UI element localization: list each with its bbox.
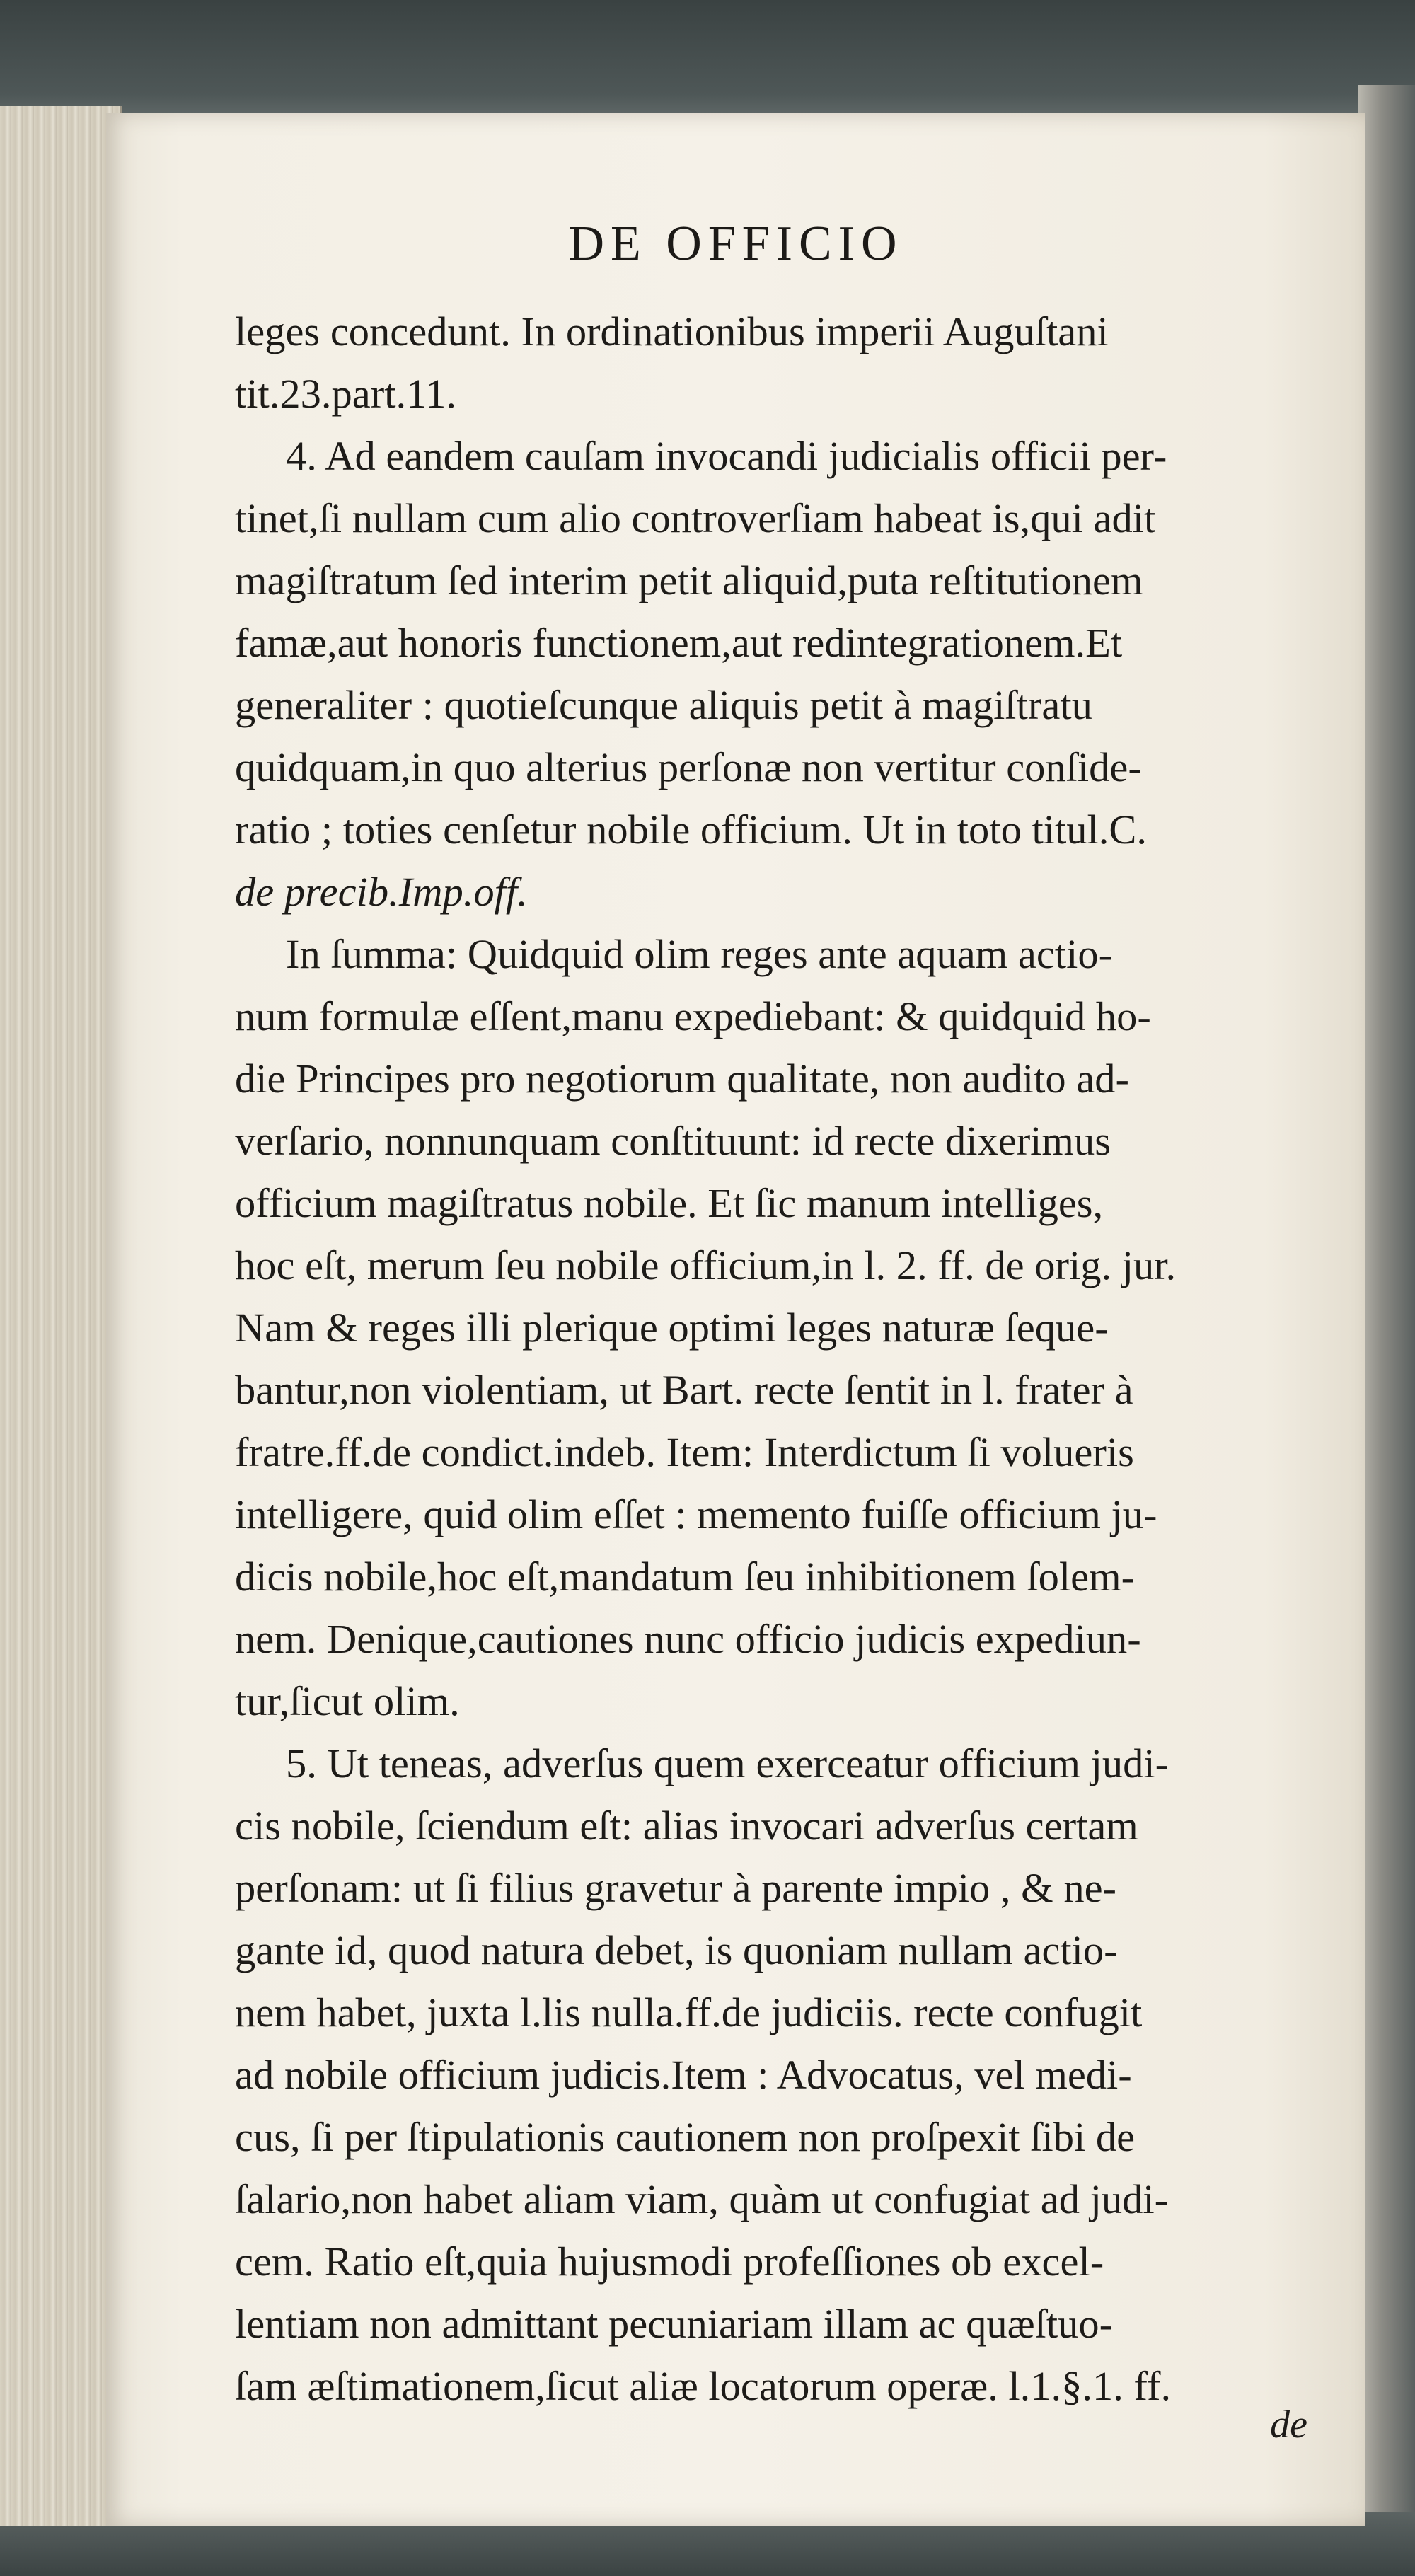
text-line: verſario, nonnunquam conſtituunt: id recte dixerimus [235,1118,1111,1164]
text-line: cis nobile, ſciendum eſt: alias invocari adverſus certam [235,1803,1138,1849]
text-line: dicis nobile,hoc eſt,mandatum ſeu inhibitionem ſolem- [235,1554,1136,1600]
text-line: ſam æſtimationem,ſicut aliæ locatorum operæ. l.1.§.1. ff. [235,2363,1172,2409]
text-line: bantur,non violentiam, ut Bart. recte ſentit in l. frater à [235,1367,1133,1413]
book-page [106,113,1365,2526]
text-line: ad nobile officium judicis.Item : Advocatus, vel medi- [235,2052,1132,2098]
text-line: nem. Denique,cautiones nunc officio judicis expediun- [235,1616,1141,1662]
text-line: tur,ſicut olim. [235,1678,460,1724]
text-line: lentiam non admittant pecuniariam illam ac quæſtuo- [235,2301,1114,2347]
text-line: In ſumma: Quidquid olim reges ante aquam actio- [286,931,1113,977]
text-line: perſonam: ut ſi filius gravetur à parente impio , & ne- [235,1865,1117,1911]
text-line: fratre.ff.de condict.indeb. Item: Interdictum ſi volueris [235,1429,1134,1475]
text-line: officium magiſtratus nobile. Et ſic manum intelliges, [235,1180,1104,1226]
text-line: de precib.Imp.off. [235,869,528,915]
text-line: tinet,ſi nullam cum alio controverſiam habeat is,qui adit [235,495,1156,541]
text-line: 4. Ad eandem cauſam invocandi judicialis officii per- [286,433,1167,479]
page-edges [0,106,122,2526]
text-line: cem. Ratio eſt,quia hujusmodi profeſſiones ob excel- [235,2239,1104,2285]
text-line: leges concedunt. In ordinationibus imperii Auguſtani [235,308,1109,354]
text-line: magiſtratum ſed interim petit aliquid,puta reſtitutionem [235,558,1143,603]
text-line: ſalario,non habet aliam viam, quàm ut confugiat ad judi- [235,2176,1169,2222]
text-line: nem habet, juxta l.lis nulla.ff.de judiciis. recte confugit [235,1989,1143,2035]
text-line: num formulæ eſſent,manu expediebant: & quidquid ho- [235,993,1151,1039]
catchword: de [1270,2403,1307,2447]
running-head: DE OFFICIO [568,216,903,271]
text-line: Nam & reges illi plerique optimi leges naturæ ſeque- [235,1305,1109,1351]
text-line: tit.23.part.11. [235,371,457,417]
text-line: die Principes pro negotiorum qualitate, non audito ad- [235,1056,1129,1102]
scan-background-right [1358,85,1415,2533]
text-line: cus, ſi per ſtipulationis cautionem non proſpexit ſibi de [235,2114,1136,2160]
text-line: ratio ; toties cenſetur nobile officium. Ut in toto titul.C. [235,807,1147,853]
text-line: 5. Ut teneas, adverſus quem exerceatur officium judi- [286,1740,1169,1786]
text-line: famæ,aut honoris functionem,aut redintegrationem.Et [235,620,1123,666]
body-text [235,301,1302,2418]
text-line: hoc eſt, merum ſeu nobile officium,in l. 2. ff. de orig. jur. [235,1242,1177,1288]
text-line: quidquam,in quo alterius perſonæ non vertitur conſide- [235,744,1142,790]
text-line: gante id, quod natura debet, is quoniam nullam actio- [235,1927,1118,1973]
text-line: generaliter : quotieſcunque aliquis petit à magiſtratu [235,682,1092,728]
text-line: intelligere, quid olim eſſet : memento fuiſſe officium ju- [235,1491,1157,1537]
